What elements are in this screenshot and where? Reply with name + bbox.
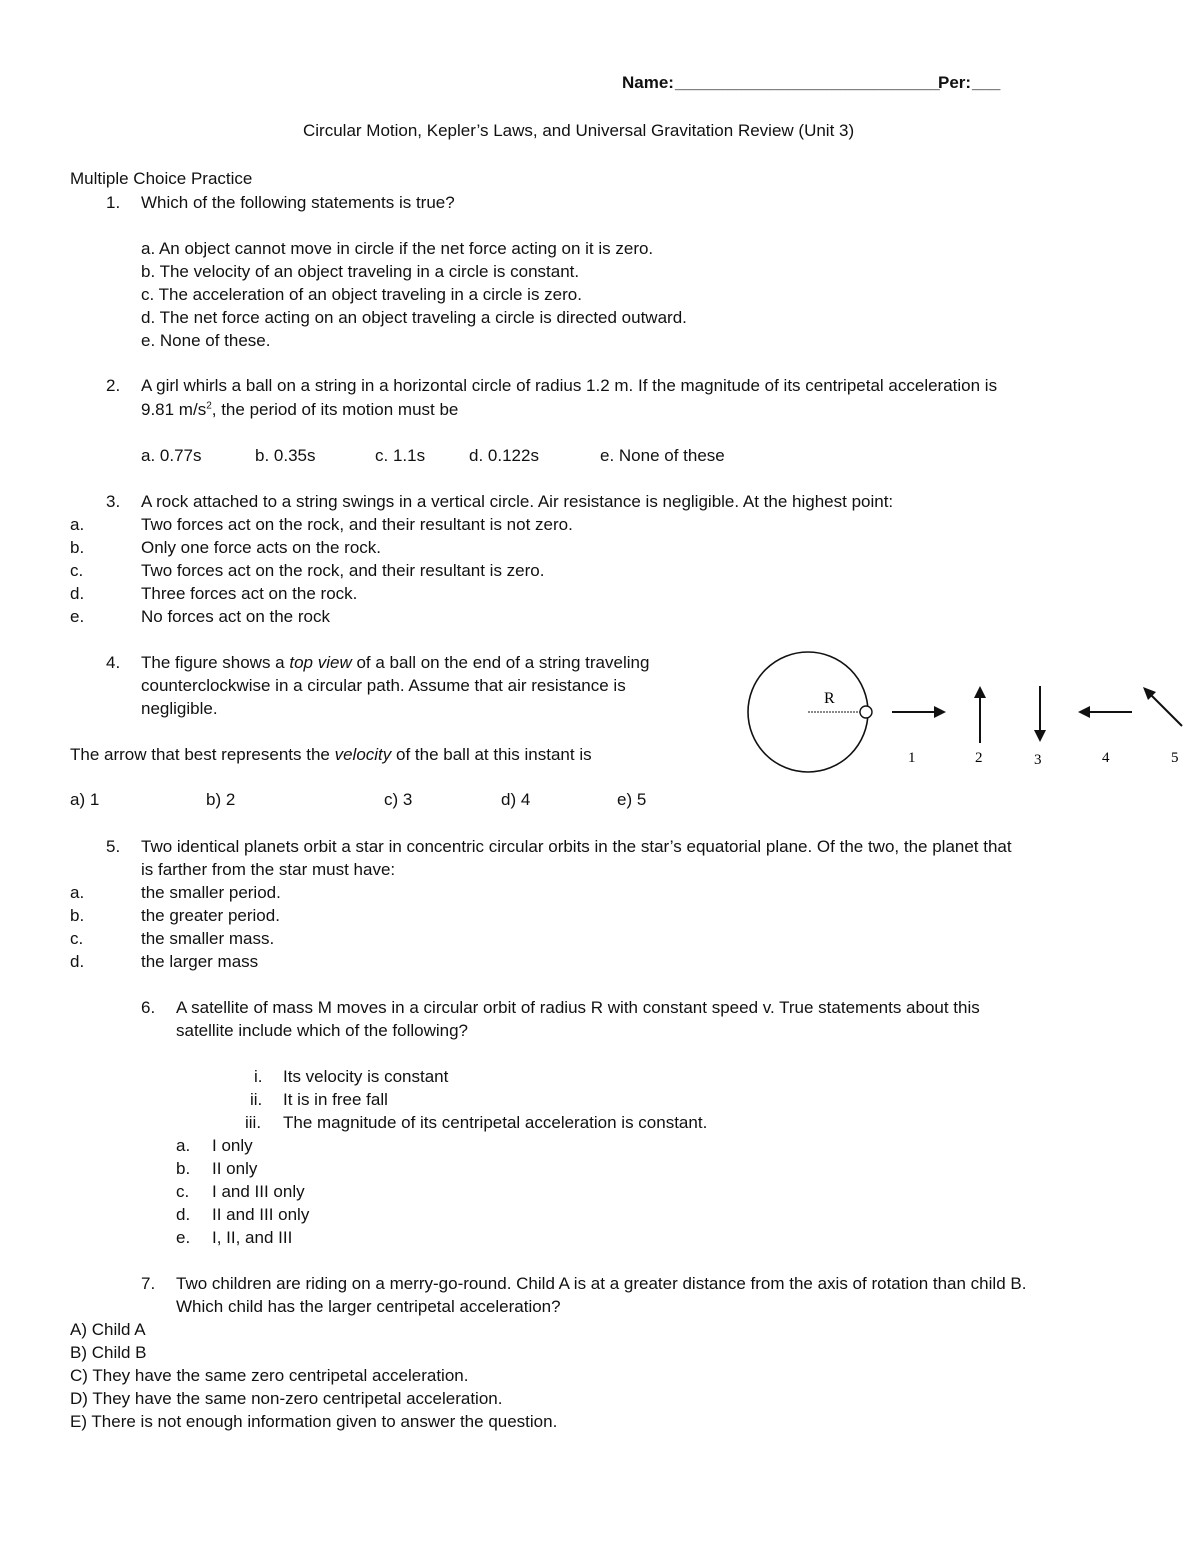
arrow-label-2: 2 xyxy=(975,750,983,766)
arrow-label-4: 4 xyxy=(1102,750,1110,766)
q7-option-d[interactable]: D) They have the same non-zero centripetal acceleration. xyxy=(70,1389,503,1408)
name-label: Name: xyxy=(622,73,674,92)
q6-letter-d: d. xyxy=(176,1205,191,1224)
q5-letter-b: b. xyxy=(70,906,85,925)
q6-letter-a: a. xyxy=(176,1136,191,1155)
q3-option-b[interactable]: Only one force acts on the rock. xyxy=(141,538,382,557)
q7-stem-line2: Which child has the larger centripetal acceleration? xyxy=(176,1297,561,1316)
q4-option-e[interactable]: e) 5 xyxy=(617,790,647,809)
q6-statement-ii: It is in free fall xyxy=(283,1090,388,1109)
q1-number: 1. xyxy=(106,193,121,212)
section-heading: Multiple Choice Practice xyxy=(70,169,253,188)
q6-letter-b: b. xyxy=(176,1159,191,1178)
q4-figure xyxy=(740,640,1190,780)
q6-option-b[interactable]: II only xyxy=(212,1159,258,1178)
q1-stem: Which of the following statements is true? xyxy=(141,193,455,212)
q5-option-a[interactable]: the smaller period. xyxy=(141,883,281,902)
q1-option-c[interactable]: c. The acceleration of an object traveling in a circle is zero. xyxy=(141,285,582,304)
q6-roman-iii: iii. xyxy=(245,1113,262,1132)
arrow-label-1: 1 xyxy=(908,750,916,766)
q6-stem-line2: satellite include which of the following? xyxy=(176,1021,469,1040)
q3-option-c[interactable]: Two forces act on the rock, and their resultant is zero. xyxy=(141,561,545,580)
q4-number: 4. xyxy=(106,653,121,672)
arrow-label-3: 3 xyxy=(1034,752,1042,768)
q7-option-b[interactable]: B) Child B xyxy=(70,1343,147,1362)
q5-option-b[interactable]: the greater period. xyxy=(141,906,280,925)
q6-number: 6. xyxy=(141,998,156,1017)
q3-letter-c: c. xyxy=(70,561,84,580)
q3-letter-a: a. xyxy=(70,515,85,534)
q3-option-d[interactable]: Three forces act on the rock. xyxy=(141,584,358,603)
q4-stem-line2: counterclockwise in a circular path. Assume that air resistance is xyxy=(141,676,626,695)
q6-stem-line1: A satellite of mass M moves in a circular orbit of radius R with constant speed v. True statements about this xyxy=(176,998,980,1017)
q5-stem-line2: is farther from the star must have: xyxy=(141,860,396,879)
q6-letter-e: e. xyxy=(176,1228,191,1247)
q2-number: 2. xyxy=(106,376,121,395)
q1-option-b[interactable]: b. The velocity of an object traveling in a circle is constant. xyxy=(141,262,580,281)
q1-option-e[interactable]: e. None of these. xyxy=(141,331,271,350)
q6-statement-iii: The magnitude of its centripetal acceleration is constant. xyxy=(283,1113,708,1132)
q3-option-e[interactable]: No forces act on the rock xyxy=(141,607,330,626)
q6-roman-i: i. xyxy=(254,1067,263,1086)
q7-option-c[interactable]: C) They have the same zero centripetal acceleration. xyxy=(70,1366,469,1385)
q1-option-a[interactable]: a. An object cannot move in circle if the net force acting on it is zero. xyxy=(141,239,654,258)
q1-option-d[interactable]: d. The net force acting on an object traveling a circle is directed outward. xyxy=(141,308,687,327)
q3-letter-d: d. xyxy=(70,584,85,603)
arrow-3-down-icon xyxy=(1034,686,1046,742)
q4-option-c[interactable]: c) 3 xyxy=(384,790,413,809)
q4-prompt: The arrow that best represents the velocity of the ball at this instant is xyxy=(70,745,592,764)
per-label: Per: xyxy=(938,73,972,92)
arrow-4-left-icon xyxy=(1078,706,1132,718)
q6-option-e[interactable]: I, II, and III xyxy=(212,1228,293,1247)
q4-stem-line3: negligible. xyxy=(141,699,218,718)
q3-letter-e: e. xyxy=(70,607,85,626)
q4-option-a[interactable]: a) 1 xyxy=(70,790,100,809)
arrow-2-up-icon xyxy=(974,686,986,743)
q5-option-c[interactable]: the smaller mass. xyxy=(141,929,275,948)
q7-option-a[interactable]: A) Child A xyxy=(70,1320,146,1339)
q5-letter-c: c. xyxy=(70,929,84,948)
q2-stem-line1: A girl whirls a ball on a string in a horizontal circle of radius 1.2 m. If the magnitude of its centripetal acceleration is xyxy=(141,376,998,395)
per-blank[interactable]: ___ xyxy=(972,73,1001,92)
q5-letter-a: a. xyxy=(70,883,85,902)
ball-icon xyxy=(860,706,872,718)
q3-option-a[interactable]: Two forces act on the rock, and their resultant is not zero. xyxy=(141,515,573,534)
q6-option-d[interactable]: II and III only xyxy=(212,1205,310,1224)
q5-number: 5. xyxy=(106,837,121,856)
q3-stem: A rock attached to a string swings in a vertical circle. Air resistance is negligible. At the highest point: xyxy=(141,492,894,511)
q6-statement-i: Its velocity is constant xyxy=(283,1067,449,1086)
radius-label: R xyxy=(824,690,835,707)
q3-number: 3. xyxy=(106,492,121,511)
q5-stem-line1: Two identical planets orbit a star in concentric circular orbits in the star’s equatorial plane. Of the two, the planet that xyxy=(141,837,1012,856)
q4-option-b[interactable]: b) 2 xyxy=(206,790,236,809)
q6-letter-c: c. xyxy=(176,1182,190,1201)
q6-option-c[interactable]: I and III only xyxy=(212,1182,305,1201)
q2-stem-line2: 9.81 $m/s^2$, the period of its motion must be xyxy=(141,400,459,419)
arrow-5-up-left-icon xyxy=(1143,687,1182,726)
name-blank[interactable]: ____________________________ xyxy=(675,73,940,92)
q2-option-d[interactable]: d. 0.122s xyxy=(469,446,539,465)
q4-option-d[interactable]: d) 4 xyxy=(501,790,531,809)
q5-letter-d: d. xyxy=(70,952,85,971)
arrow-label-5: 5 xyxy=(1171,750,1179,766)
q7-option-e[interactable]: E) There is not enough information given to answer the question. xyxy=(70,1412,558,1431)
q3-letter-b: b. xyxy=(70,538,85,557)
q2-option-a[interactable]: a. 0.77s xyxy=(141,446,202,465)
q7-number: 7. xyxy=(141,1274,156,1293)
q5-option-d[interactable]: the larger mass xyxy=(141,952,259,971)
arrow-1-right-icon xyxy=(892,706,946,718)
q4-stem-line1: The figure shows a top view of a ball on the end of a string traveling xyxy=(141,653,650,672)
document-title: Circular Motion, Kepler’s Laws, and Universal Gravitation Review (Unit 3) xyxy=(303,121,855,140)
q7-stem-line1: Two children are riding on a merry-go-round. Child A is at a greater distance from the axis of rotation than child B. xyxy=(176,1274,1027,1293)
q6-roman-ii: ii. xyxy=(250,1090,263,1109)
q2-option-b[interactable]: b. 0.35s xyxy=(255,446,316,465)
q2-option-e[interactable]: e. None of these xyxy=(600,446,725,465)
q2-option-c[interactable]: c. 1.1s xyxy=(375,446,426,465)
q6-option-a[interactable]: I only xyxy=(212,1136,253,1155)
